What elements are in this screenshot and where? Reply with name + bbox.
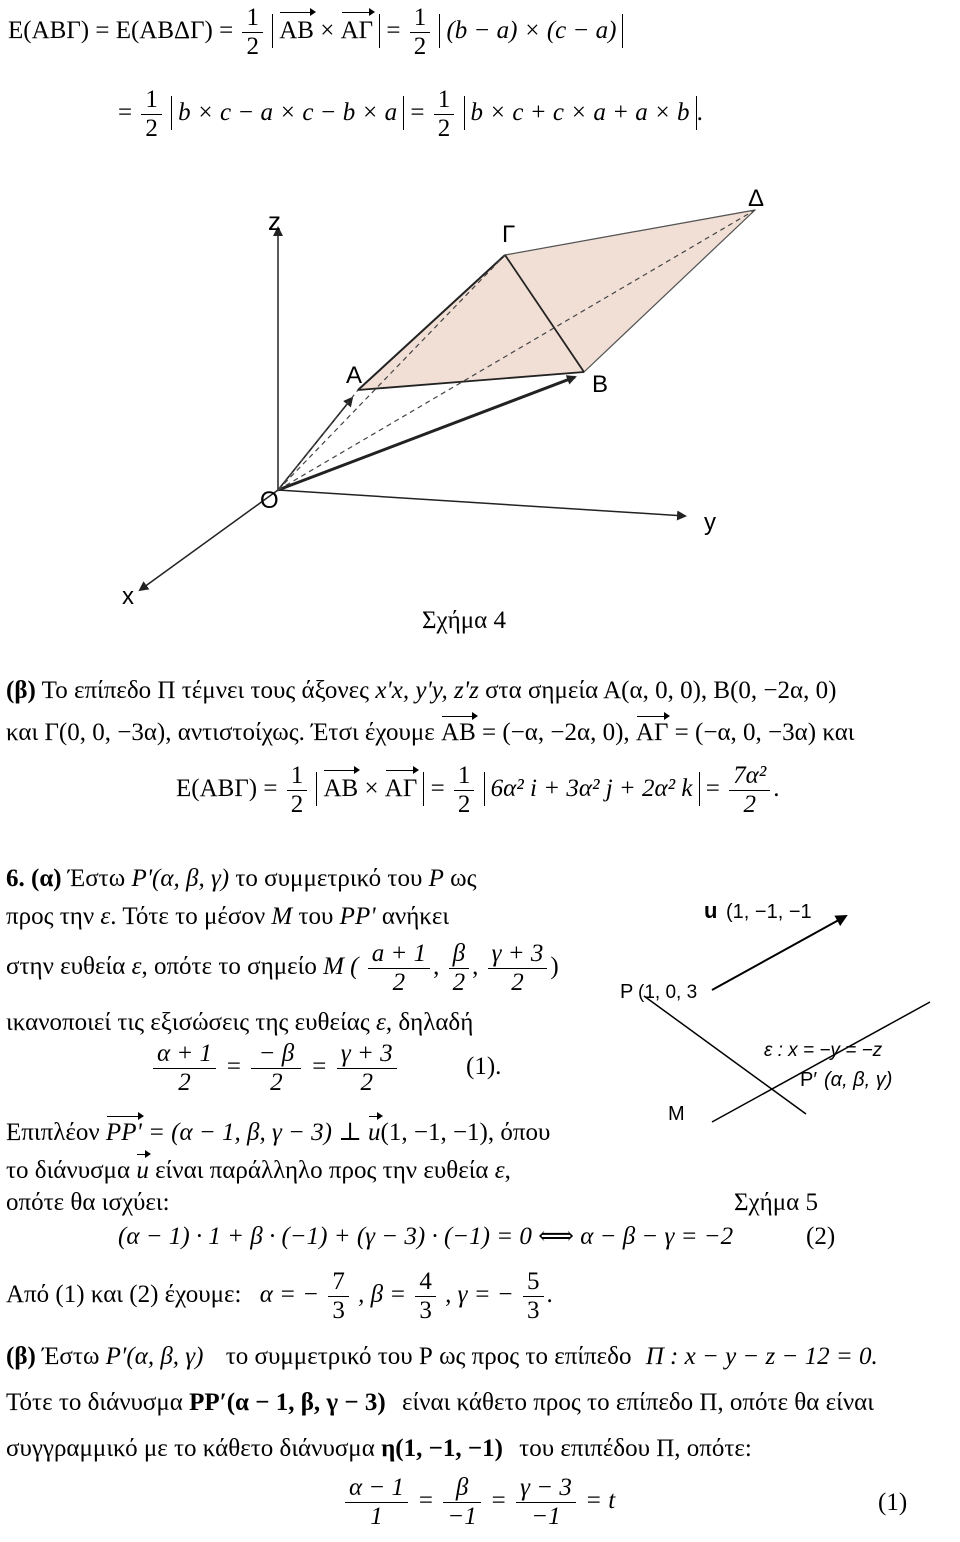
figure-4-caption: Σχήμα 4 [422, 607, 506, 634]
fig5-pprime: P′ [800, 1069, 818, 1091]
y-axis [278, 490, 685, 516]
area-result: $\frac{\text{7α²}}{2}$ [729, 762, 770, 819]
fig5-line-eq: ε : x = −y = −z [764, 1040, 883, 1061]
vector-ab-label: ΑΒ [441, 719, 476, 746]
q6a-line7: οπότε θα ισχύει: [6, 1189, 170, 1216]
q6a-line5: Επιπλέον PP' = (α − 1, β, γ − 3) ⊥ u(1, −1, −1), όπου [6, 1119, 551, 1146]
vector-ag-label: ΑΓ [635, 719, 669, 746]
cross-product-norm: ΑΒ × ΑΓ [272, 14, 380, 48]
q6a-line1: 6. (α) Έστω P'(α, β, γ) το συμμετρικό του P ως [6, 865, 477, 892]
half-fraction-3: $\frac{1}{2}$ [141, 86, 162, 143]
label-d: Δ [748, 185, 765, 212]
part-b1-area: Ε(ΑΒΓ) = $\frac{1}{2}$ ΑΒ × ΑΓ = $\frac{1}{2}$ 6α² i + 3α² j + 2α² k = $\frac{\text{7α²}}{2}$ . [176, 762, 780, 818]
area-formula-line1: Ε(ΑΒΓ) = Ε(ΑΒΔΓ) = $\frac{1}{2}$ ΑΒ × ΑΓ = $\frac{1}{2}$ (b − a) × (c − a) [8, 4, 623, 61]
q6b-line1: (β) Έστω P′(α, β, γ) το συμμετρικό του Ρ ως προς το επίπεδο Π : x − y − z − 12 = 0. [6, 1343, 878, 1370]
fig5-p: P [620, 981, 634, 1003]
fig5-u-coords: (1, −1, −1 [726, 901, 812, 923]
q6a-line2: προς την ε. Τότε το μέσον M του PP' ανήκει [6, 903, 450, 930]
half-fraction-4: $\frac{1}{2}$ [434, 86, 455, 143]
label-x: x [122, 583, 134, 610]
q6b-line3: συγγραμμικό με το κάθετο διάνυσμα η(1, −1, −1) του επιπέδου Π, οπότε: [6, 1435, 752, 1462]
q6a-line3: στην ευθεία ε, οπότε το σημείο M ( $\frac{a + 1}{2}$ , $\frac{\beta}{2}$ , $\frac{\gamma + 3}{2}$ ) [6, 940, 559, 996]
parallelogram-face [358, 210, 755, 390]
fig5-m: M [668, 1103, 685, 1125]
figure-5-diagram [600, 860, 940, 1140]
fig5-pprime-coords: (α, β, γ) [824, 1069, 893, 1091]
label-y: y [704, 509, 716, 536]
fig5-p-coords: (1, 0, 3 [638, 982, 698, 1003]
direction-vector-u [712, 916, 846, 990]
label-a: A [346, 362, 363, 389]
vector-difference-norm: (b − a) × (c − a) [439, 14, 623, 48]
label-z: z [268, 206, 281, 236]
q6a-equation-2-label: (2) [806, 1223, 836, 1250]
simplified-cross-norm: b × c + c × a + a × b [464, 96, 697, 130]
q6b-line2: Τότε το διάνυσμα PP′(α − 1, β, γ − 3) είναι κάθετο προς το επίπεδο Π, οπότε θα είναι [6, 1389, 874, 1416]
figure-5-caption: Σχήμα 5 [734, 1189, 818, 1216]
area-mid: Ε(ΑΒΔΓ) = [115, 17, 234, 45]
q6a-line4: ικανοποιεί τις εξισώσεις της ευθείας ε, δηλαδή [6, 1009, 474, 1036]
vector-ag: ΑΓ [341, 14, 374, 48]
q6b-equation-label: (1) [878, 1489, 908, 1516]
q6b-equation: $\frac{\alpha - 1}{1}$ = $\frac{\beta}{-1}$ = $\frac{\gamma - 3}{-1}$ = t [342, 1474, 615, 1531]
figure-4-diagram [100, 180, 820, 610]
label-o: O [260, 487, 279, 514]
half-fraction-2: $\frac{1}{2}$ [410, 4, 431, 61]
label-b: B [592, 371, 609, 398]
expanded-cross-norm: b × c − a × c − b × a [171, 96, 404, 130]
half-fraction: $\frac{1}{2}$ [242, 4, 263, 61]
area-vector-norm: 6α² i + 3α² j + 2α² k [484, 772, 700, 806]
q6a-solution: Από (1) και (2) έχουμε: α = − $\frac{7}{3}$ , β = $\frac{4}{3}$ , γ = − $\frac{5}{3}$ . [6, 1268, 553, 1324]
q6a-equation-1: $\frac{\alpha + 1}{2}$ = $\frac{- \beta}{2}$ = $\frac{\gamma + 3}{2}$ (1). [150, 1040, 501, 1097]
label-g: Γ [502, 221, 516, 248]
q6a-equation-2: (α − 1) · 1 + β · (−1) + (γ − 3) · (−1) = 0 ⟺ α − β − γ = −2 [118, 1223, 734, 1250]
part-b1-line1: (β) Το επίπεδο Π τέμνει τους άξονες x'x, y'y, z'z στα σημεία Α(α, 0, 0), Β(0, −2α, 0) [6, 677, 837, 704]
x-axis [140, 490, 278, 590]
part-b1-line2: και Γ(0, 0, −3α), αντιστοίχως. Έτσι έχουμε ΑΒ = (−α, −2α, 0), ΑΓ = (−α, 0, −3α) και [6, 719, 855, 746]
area-formula-line2: = $\frac{1}{2}$ b × c − a × c − b × a = $\frac{1}{2}$ b × c + c × a + a × b . [118, 86, 703, 142]
vector-ab: ΑΒ [279, 14, 314, 48]
area-lhs: Ε(ΑΒΓ) = [8, 17, 110, 45]
q6a-line6: το διάνυσμα u είναι παράλληλο προς την ευθεία ε, [6, 1157, 511, 1184]
fig5-u: u [704, 898, 718, 923]
line-epsilon [712, 1002, 930, 1122]
